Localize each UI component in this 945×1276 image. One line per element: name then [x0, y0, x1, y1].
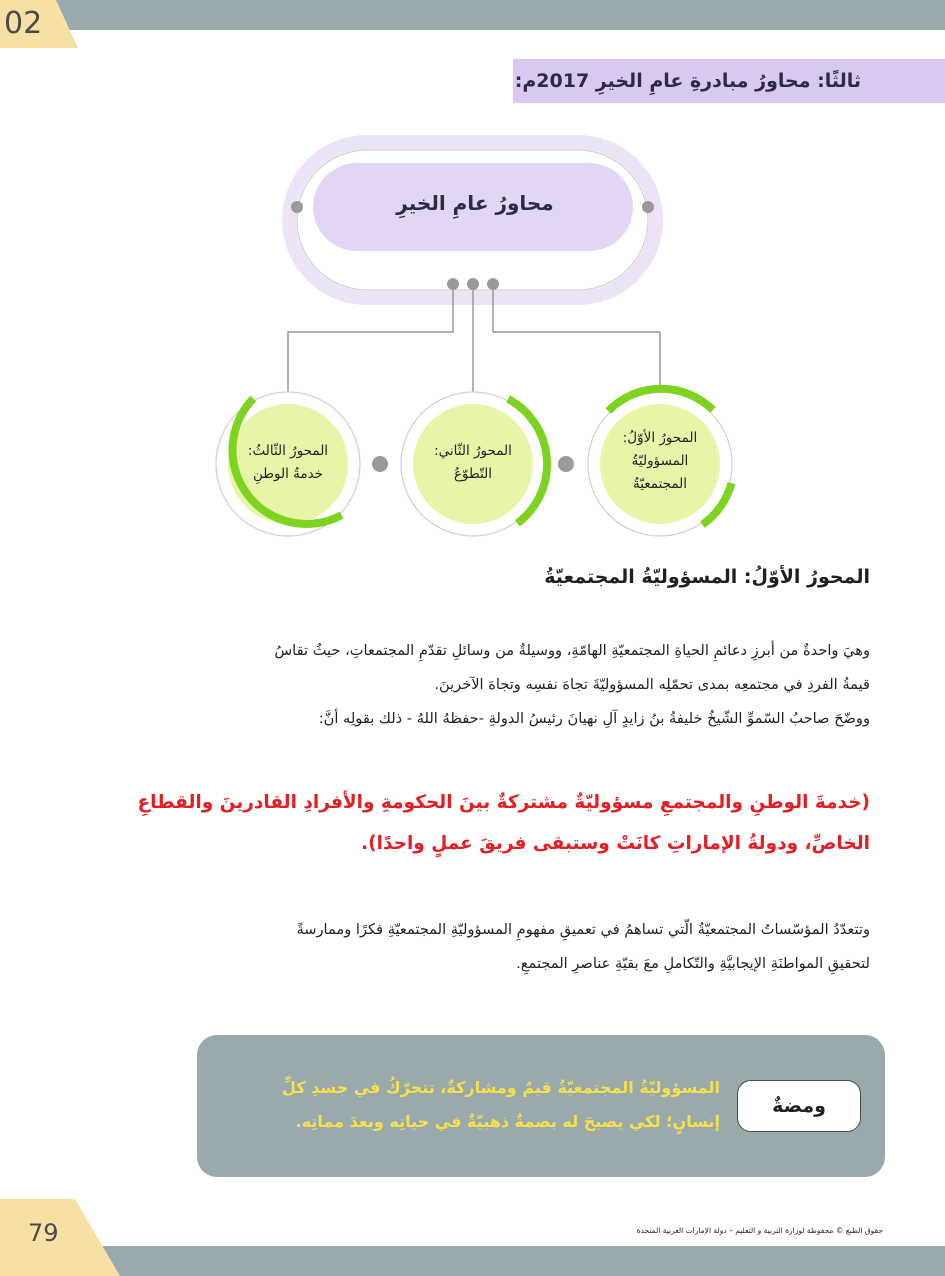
page-number: 79 [28, 1219, 59, 1247]
axis-1-line-2: المسؤوليّةُ [631, 453, 689, 469]
axis-heading: المحورُ الأوّلُ: المسؤوليّةُ المجتمعيّةُ [544, 566, 870, 588]
copyright-notice: حقوق الطبع © محفوظة لوزارة التربية و التعليم – دولة الإمارات العربية المتحدة [636, 1226, 883, 1235]
flash-note-badge: ومضةٌ [737, 1080, 861, 1132]
axis-3-line-2: خدمةُ الوطنِ [252, 466, 324, 482]
hub-label: محاورُ عامِ الخيرِ [396, 191, 554, 215]
flash-note-text [282, 1071, 720, 1139]
paragraph-1 [70, 634, 870, 736]
section-title [513, 59, 945, 103]
bottom-bar [0, 1246, 945, 1276]
axis-3-line-1: المحورُ الثّالثُ: [247, 443, 329, 459]
axis-1-label [600, 427, 720, 496]
axis-1-line-3: المجتمعيّةُ [632, 476, 688, 492]
paragraph-2-line-1: وتتعدّدُ المؤسّساتُ المجتمعيّةُ الّتي تساهمُ في تعميقِ مفهومِ المسؤوليّةِ المجتمعيّةِ فكرًا وممارسةً [296, 921, 870, 938]
paragraph-2 [70, 913, 870, 981]
axis-2-line-1: المحورُ الثّاني: [434, 443, 512, 459]
flash-note-line-2: إنسانٍ؛ لكي يصبحَ له بصمةٌ ذهبيّةٌ في حياتِه وبعدَ مماتِه. [295, 1112, 720, 1131]
axis-1-line-1: المحورُ الأوّلُ: [622, 430, 698, 446]
paragraph-2-line-2: لتحقيقِ المواطنَةِ الإيجابيَّةِ والتّكاملِ معَ بقيّةِ عناصرِ المجتمعِ. [516, 955, 870, 972]
flash-note-line-1: المسؤوليّةُ المجتمعيّةُ قيمٌ ومشاركةٌ، تتحرّكُ في جسدِ كلِّ [282, 1078, 720, 1097]
axes-diagram [0, 130, 945, 550]
connector-dot-middle [467, 278, 479, 290]
axis-dot-right [558, 456, 574, 472]
flash-note-box [197, 1035, 885, 1177]
paragraph-1-line-2: قيمةُ الفردِ في مجتمعِه بمدى تحمّلِه المسؤوليّةَ تجاهَ نفسِه وتجاهَ الآخرينَ. [434, 676, 870, 693]
paragraph-1-line-3: ووضّحَ صاحبُ السّموِّ الشّيخُ خليفةُ بنُ زايدٍ آلِ نهيانَ رئيسُ الدولةِ -حفظهُ اللهُ - ذلك بقولِه أنَّ: [318, 710, 870, 727]
hub-right-dot [642, 201, 654, 213]
president-quote [70, 782, 870, 864]
axis-2-label [413, 440, 533, 486]
connector-dot-left [447, 278, 459, 290]
quote-line-2: الخاصِّ، ودولةُ الإماراتِ كانَتْ وستبقى فريقَ عملٍ واحدًا). [361, 833, 870, 854]
connector-line-left [288, 290, 453, 392]
unit-number: 02 [4, 6, 43, 41]
page-tab [0, 1199, 125, 1276]
top-bar [0, 0, 945, 30]
axis-dot-left [372, 456, 388, 472]
quote-line-1: (خدمةَ الوطنِ والمجتمعِ مسؤوليّةٌ مشتركةٌ بينَ الحكومةِ والأفرادِ القادرينَ والقطاعِ [137, 792, 870, 813]
axis-3-label [228, 440, 348, 486]
connector-line-right [493, 290, 660, 392]
axis-2-line-2: التّطوّعُ [453, 466, 493, 482]
paragraph-1-line-1: وهيَ واحدةٌ من أبرزِ دعائمِ الحياةِ المجتمعيّةِ الهامّةِ، ووسيلةٌ من وسائلِ تقدّمِ المجتمعاتِ، حيثُ تقاسُ [274, 642, 870, 659]
hub-left-dot [291, 201, 303, 213]
section-title-text: ثالثًا: محاورُ مبادرةِ عامِ الخيرِ 2017م: [514, 70, 861, 92]
connector-dot-right [487, 278, 499, 290]
